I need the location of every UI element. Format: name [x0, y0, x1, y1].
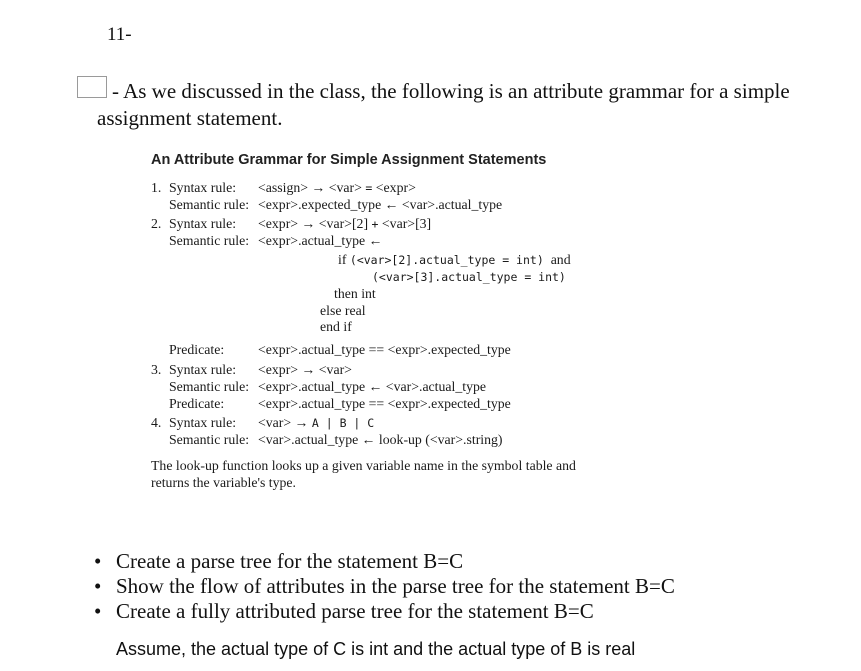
rule-2-if-condition: (<var>[2].actual_type = int) [349, 253, 551, 267]
rule-2-semantic-label: Semantic rule: [169, 233, 250, 248]
rule-2-if-keyword: if [338, 252, 350, 267]
rule-4-semantic: <var>.actual_type ← look-up (<var>.string) [258, 432, 503, 447]
rule-4-syntax [258, 415, 374, 431]
question-intro-line-2: assignment statement. [97, 106, 283, 130]
rule-3-number: 3. [151, 362, 162, 377]
lookup-note-line-2: returns the variable's type. [151, 475, 297, 490]
rule-1-syntax-label: Syntax rule: [169, 180, 237, 195]
rule-3-syntax-label: Syntax rule: [169, 362, 237, 377]
rule-2-endif: end if [320, 319, 352, 334]
rule-2-number: 2. [151, 216, 162, 231]
rule-1-semantic: <expr>.expected_type ← <var>.actual_type [258, 197, 503, 212]
rule-4-syntax-label: Syntax rule: [169, 415, 237, 430]
task-item: • Create a parse tree for the statement B=C [94, 549, 675, 574]
question-number: 11- [107, 24, 132, 45]
rule-3-predicate: <expr>.actual_type == <expr>.expected_type [258, 396, 511, 411]
rule-4-alternatives: A | B | C [311, 416, 375, 430]
rule-2-syntax-rhs: <var>[3] [378, 216, 432, 231]
rule-2-predicate-label: Predicate: [169, 342, 225, 357]
rule-1-number: 1. [151, 180, 162, 195]
rule-1-syntax [258, 180, 416, 196]
rule-2-syntax-lhs: <expr> → <var>[2] [258, 216, 372, 231]
rule-2-syntax-label: Syntax rule: [169, 216, 237, 231]
grammar-title: An Attribute Grammar for Simple Assignment Statements [151, 152, 547, 168]
rule-4-number: 4. [151, 415, 162, 430]
rule-2-if-line [338, 252, 571, 268]
rule-1-syntax-rhs: <expr> [372, 180, 416, 195]
rule-3-syntax: <expr> → <var> [258, 362, 352, 377]
rule-3-semantic-label: Semantic rule: [169, 379, 250, 394]
rule-2-plus: + [371, 217, 379, 231]
lookup-note-line-1: The look-up function looks up a given variable name in the symbol table and [151, 458, 576, 473]
rule-3-semantic: <expr>.actual_type ← <var>.actual_type [258, 379, 487, 394]
rule-3-predicate-label: Predicate: [169, 396, 225, 411]
rule-1-semantic-label: Semantic rule: [169, 197, 250, 212]
answer-checkbox[interactable] [77, 76, 107, 98]
rule-2-then: then int [334, 286, 376, 301]
rule-1-syntax-lhs: <assign> → <var> [258, 180, 366, 195]
rule-1-equals: = [365, 181, 373, 195]
rule-2-predicate: <expr>.actual_type == <expr>.expected_type [258, 342, 511, 357]
assumption-text: Assume, the actual type of C is int and the actual type of B is real [116, 639, 636, 659]
task-item: • Show the flow of attributes in the parse tree for the statement B=C [94, 574, 675, 599]
rule-2-and: and [550, 252, 571, 267]
question-intro-line-1: - As we discussed in the class, the following is an attribute grammar for a simple [112, 79, 790, 103]
task-list [94, 549, 675, 624]
rule-2-if-condition-2: (<var>[3].actual_type = int) [372, 270, 566, 284]
task-item: • Create a fully attributed parse tree for the statement B=C [94, 599, 675, 624]
rule-4-semantic-label: Semantic rule: [169, 432, 250, 447]
rule-2-syntax [258, 216, 431, 232]
rule-2-else: else real [320, 303, 366, 318]
rule-4-syntax-lhs: <var> → [258, 415, 309, 430]
rule-2-semantic: <expr>.actual_type ← [258, 233, 383, 248]
